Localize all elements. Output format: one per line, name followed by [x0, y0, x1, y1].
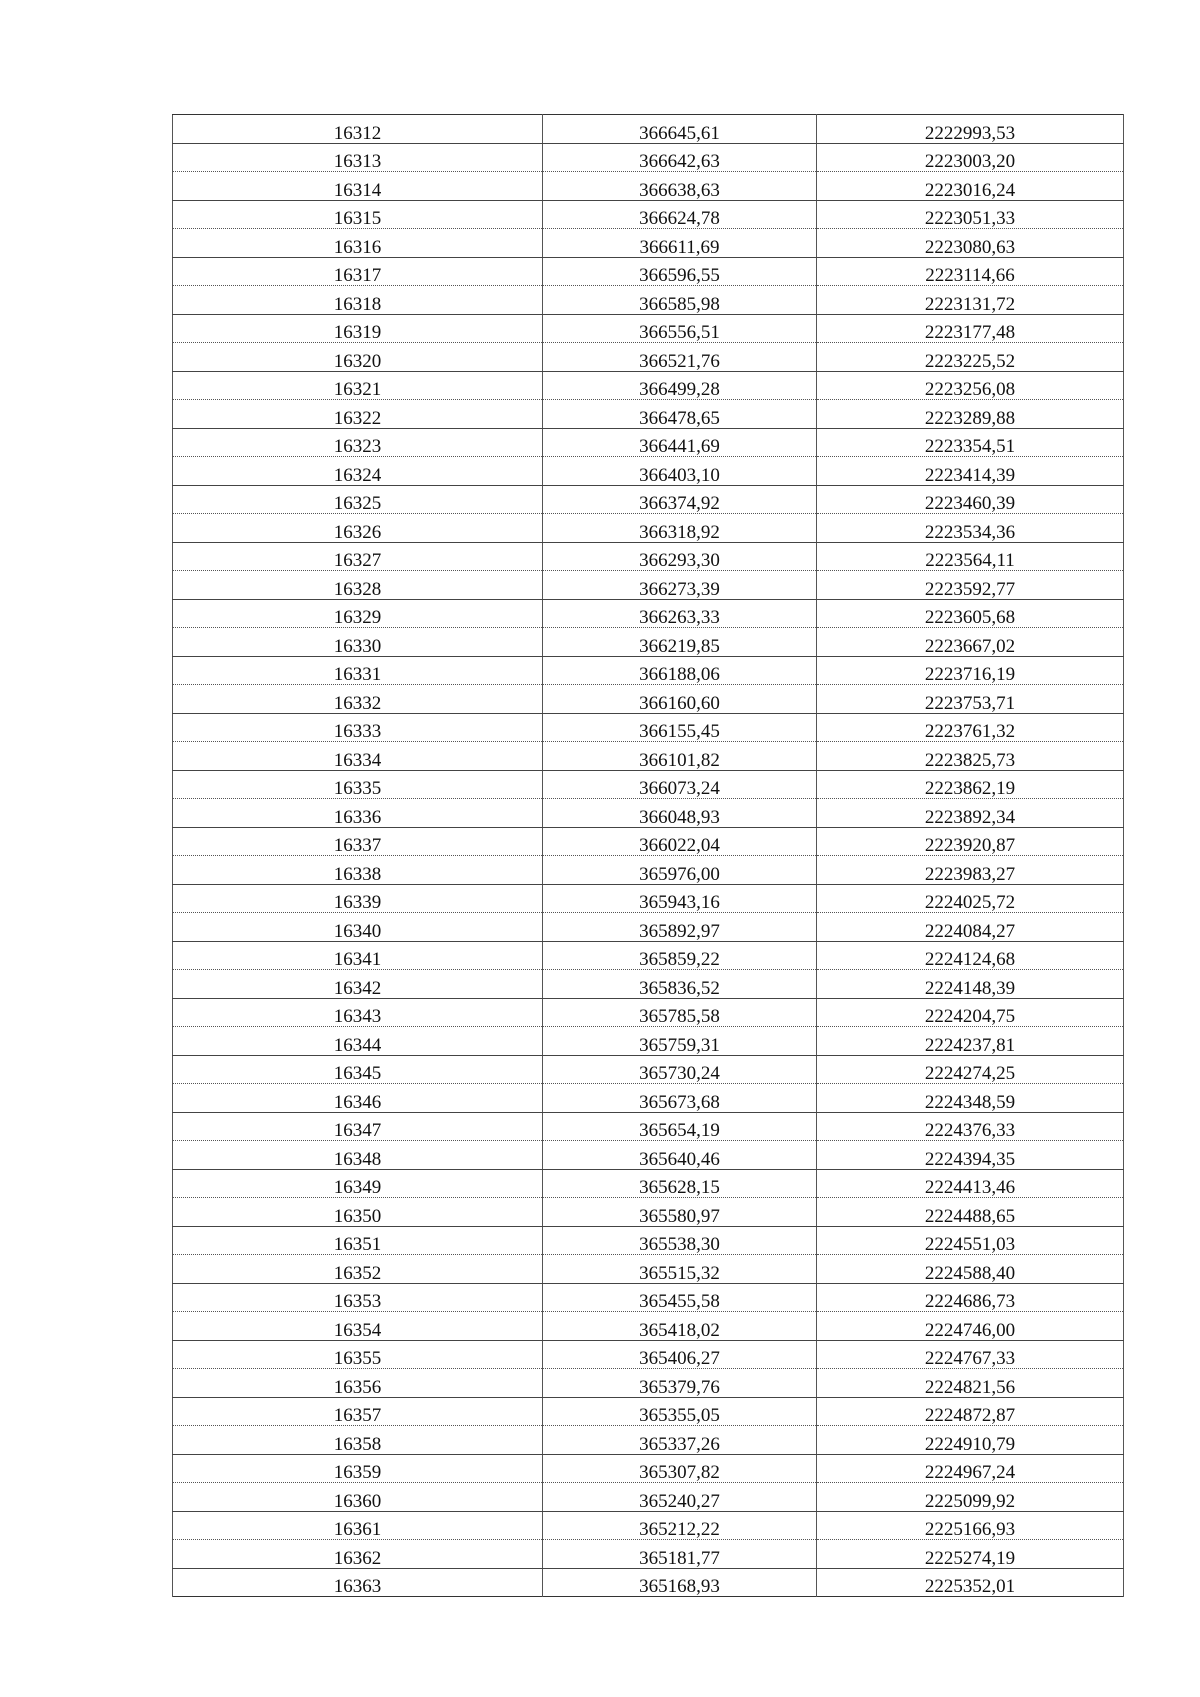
x-coordinate-cell: 365418,02 — [543, 1312, 817, 1341]
table-row — [173, 200, 1124, 229]
table-row — [173, 1312, 1124, 1341]
y-coordinate-cell: 2224204,75 — [817, 998, 1124, 1027]
point-number-cell: 16357 — [173, 1397, 543, 1426]
y-coordinate-cell: 2223983,27 — [817, 856, 1124, 885]
point-number-cell: 16340 — [173, 913, 543, 942]
table-row — [173, 1055, 1124, 1084]
x-coordinate-cell: 366585,98 — [543, 286, 817, 315]
x-coordinate-cell: 365628,15 — [543, 1169, 817, 1198]
y-coordinate-cell: 2223892,34 — [817, 799, 1124, 828]
point-number-cell: 16350 — [173, 1198, 543, 1227]
table-row — [173, 428, 1124, 457]
point-number-cell: 16322 — [173, 400, 543, 429]
y-coordinate-cell: 2224767,33 — [817, 1340, 1124, 1369]
table-row — [173, 457, 1124, 486]
point-number-cell: 16330 — [173, 628, 543, 657]
point-number-cell: 16319 — [173, 314, 543, 343]
point-number-cell: 16355 — [173, 1340, 543, 1369]
x-coordinate-cell: 366022,04 — [543, 827, 817, 856]
table-row — [173, 1169, 1124, 1198]
x-coordinate-cell: 365379,76 — [543, 1369, 817, 1398]
y-coordinate-cell: 2225099,92 — [817, 1483, 1124, 1512]
y-coordinate-cell: 2223177,48 — [817, 314, 1124, 343]
table-row — [173, 1255, 1124, 1284]
point-number-cell: 16317 — [173, 257, 543, 286]
table-row — [173, 314, 1124, 343]
y-coordinate-cell: 2224376,33 — [817, 1112, 1124, 1141]
x-coordinate-cell: 366293,30 — [543, 542, 817, 571]
x-coordinate-cell: 365240,27 — [543, 1483, 817, 1512]
point-number-cell: 16321 — [173, 371, 543, 400]
table-row — [173, 1369, 1124, 1398]
y-coordinate-cell: 2223354,51 — [817, 428, 1124, 457]
point-number-cell: 16325 — [173, 485, 543, 514]
y-coordinate-cell: 2224746,00 — [817, 1312, 1124, 1341]
point-number-cell: 16361 — [173, 1511, 543, 1540]
table-row — [173, 257, 1124, 286]
x-coordinate-cell: 365168,93 — [543, 1568, 817, 1597]
y-coordinate-cell: 2224872,87 — [817, 1397, 1124, 1426]
x-coordinate-cell: 365212,22 — [543, 1511, 817, 1540]
table-row — [173, 685, 1124, 714]
point-number-cell: 16328 — [173, 571, 543, 600]
y-coordinate-cell: 2223753,71 — [817, 685, 1124, 714]
x-coordinate-cell: 366155,45 — [543, 713, 817, 742]
y-coordinate-cell: 2223605,68 — [817, 599, 1124, 628]
point-number-cell: 16320 — [173, 343, 543, 372]
point-number-cell: 16362 — [173, 1540, 543, 1569]
y-coordinate-cell: 2223051,33 — [817, 200, 1124, 229]
table-row — [173, 856, 1124, 885]
x-coordinate-cell: 366642,63 — [543, 143, 817, 172]
table-row — [173, 827, 1124, 856]
y-coordinate-cell: 2224124,68 — [817, 941, 1124, 970]
x-coordinate-cell: 365836,52 — [543, 970, 817, 999]
y-coordinate-cell: 2224394,35 — [817, 1141, 1124, 1170]
point-number-cell: 16346 — [173, 1084, 543, 1113]
point-number-cell: 16316 — [173, 229, 543, 258]
y-coordinate-cell: 2224084,27 — [817, 913, 1124, 942]
point-number-cell: 16348 — [173, 1141, 543, 1170]
point-number-cell: 16336 — [173, 799, 543, 828]
x-coordinate-cell: 365406,27 — [543, 1340, 817, 1369]
point-number-cell: 16337 — [173, 827, 543, 856]
y-coordinate-cell: 2223256,08 — [817, 371, 1124, 400]
y-coordinate-cell: 2223920,87 — [817, 827, 1124, 856]
y-coordinate-cell: 2223716,19 — [817, 656, 1124, 685]
point-number-cell: 16352 — [173, 1255, 543, 1284]
x-coordinate-cell: 365337,26 — [543, 1426, 817, 1455]
table-row — [173, 1540, 1124, 1569]
point-number-cell: 16323 — [173, 428, 543, 457]
table-row — [173, 1568, 1124, 1597]
point-number-cell: 16360 — [173, 1483, 543, 1512]
table-row — [173, 599, 1124, 628]
table-row — [173, 1226, 1124, 1255]
table-row — [173, 941, 1124, 970]
x-coordinate-cell: 366403,10 — [543, 457, 817, 486]
x-coordinate-cell: 365455,58 — [543, 1283, 817, 1312]
x-coordinate-cell: 366556,51 — [543, 314, 817, 343]
y-coordinate-cell: 2225274,19 — [817, 1540, 1124, 1569]
y-coordinate-cell: 2223564,11 — [817, 542, 1124, 571]
y-coordinate-cell: 2224488,65 — [817, 1198, 1124, 1227]
y-coordinate-cell: 2225166,93 — [817, 1511, 1124, 1540]
x-coordinate-cell: 365785,58 — [543, 998, 817, 1027]
table-row — [173, 343, 1124, 372]
point-number-cell: 16342 — [173, 970, 543, 999]
table-row — [173, 1283, 1124, 1312]
x-coordinate-cell: 366273,39 — [543, 571, 817, 600]
y-coordinate-cell: 2223414,39 — [817, 457, 1124, 486]
y-coordinate-cell: 2223131,72 — [817, 286, 1124, 315]
y-coordinate-cell: 2223592,77 — [817, 571, 1124, 600]
x-coordinate-cell: 366478,65 — [543, 400, 817, 429]
table-row — [173, 1141, 1124, 1170]
x-coordinate-cell: 366611,69 — [543, 229, 817, 258]
y-coordinate-cell: 2223862,19 — [817, 770, 1124, 799]
table-row — [173, 571, 1124, 600]
y-coordinate-cell: 2223460,39 — [817, 485, 1124, 514]
table-row — [173, 628, 1124, 657]
x-coordinate-cell: 365538,30 — [543, 1226, 817, 1255]
table-row — [173, 1027, 1124, 1056]
y-coordinate-cell: 2223825,73 — [817, 742, 1124, 771]
y-coordinate-cell: 2224551,03 — [817, 1226, 1124, 1255]
y-coordinate-cell: 2224967,24 — [817, 1454, 1124, 1483]
point-number-cell: 16324 — [173, 457, 543, 486]
table-row — [173, 884, 1124, 913]
table-row — [173, 1483, 1124, 1512]
point-number-cell: 16334 — [173, 742, 543, 771]
y-coordinate-cell: 2224910,79 — [817, 1426, 1124, 1455]
table-row — [173, 143, 1124, 172]
table-row — [173, 998, 1124, 1027]
point-number-cell: 16344 — [173, 1027, 543, 1056]
point-number-cell: 16358 — [173, 1426, 543, 1455]
y-coordinate-cell: 2225352,01 — [817, 1568, 1124, 1597]
point-number-cell: 16314 — [173, 172, 543, 201]
point-number-cell: 16345 — [173, 1055, 543, 1084]
y-coordinate-cell: 2223761,32 — [817, 713, 1124, 742]
y-coordinate-cell: 2223080,63 — [817, 229, 1124, 258]
table-row — [173, 172, 1124, 201]
x-coordinate-cell: 366263,33 — [543, 599, 817, 628]
point-number-cell: 16338 — [173, 856, 543, 885]
point-number-cell: 16341 — [173, 941, 543, 970]
table-row — [173, 1112, 1124, 1141]
y-coordinate-cell: 2223289,88 — [817, 400, 1124, 429]
y-coordinate-cell: 2223534,36 — [817, 514, 1124, 543]
y-coordinate-cell: 2224686,73 — [817, 1283, 1124, 1312]
table-row — [173, 485, 1124, 514]
x-coordinate-cell: 366638,63 — [543, 172, 817, 201]
x-coordinate-cell: 365730,24 — [543, 1055, 817, 1084]
table-row — [173, 970, 1124, 999]
x-coordinate-cell: 366219,85 — [543, 628, 817, 657]
coordinates-table-body — [173, 115, 1124, 1597]
x-coordinate-cell: 365654,19 — [543, 1112, 817, 1141]
x-coordinate-cell: 365355,05 — [543, 1397, 817, 1426]
point-number-cell: 16331 — [173, 656, 543, 685]
table-row — [173, 713, 1124, 742]
x-coordinate-cell: 365181,77 — [543, 1540, 817, 1569]
point-number-cell: 16335 — [173, 770, 543, 799]
y-coordinate-cell: 2224148,39 — [817, 970, 1124, 999]
point-number-cell: 16343 — [173, 998, 543, 1027]
x-coordinate-cell: 366160,60 — [543, 685, 817, 714]
point-number-cell: 16313 — [173, 143, 543, 172]
table-row — [173, 1397, 1124, 1426]
y-coordinate-cell: 2224025,72 — [817, 884, 1124, 913]
point-number-cell: 16329 — [173, 599, 543, 628]
point-number-cell: 16351 — [173, 1226, 543, 1255]
table-row — [173, 742, 1124, 771]
x-coordinate-cell: 365640,46 — [543, 1141, 817, 1170]
y-coordinate-cell: 2224588,40 — [817, 1255, 1124, 1284]
x-coordinate-cell: 365859,22 — [543, 941, 817, 970]
point-number-cell: 16315 — [173, 200, 543, 229]
y-coordinate-cell: 2224274,25 — [817, 1055, 1124, 1084]
table-row — [173, 542, 1124, 571]
table-row — [173, 229, 1124, 258]
point-number-cell: 16347 — [173, 1112, 543, 1141]
point-number-cell: 16354 — [173, 1312, 543, 1341]
x-coordinate-cell: 365673,68 — [543, 1084, 817, 1113]
x-coordinate-cell: 365943,16 — [543, 884, 817, 913]
y-coordinate-cell: 2223114,66 — [817, 257, 1124, 286]
table-row — [173, 913, 1124, 942]
table-row — [173, 799, 1124, 828]
point-number-cell: 16333 — [173, 713, 543, 742]
point-number-cell: 16359 — [173, 1454, 543, 1483]
table-row — [173, 371, 1124, 400]
point-number-cell: 16327 — [173, 542, 543, 571]
coordinates-table — [172, 114, 1124, 1597]
x-coordinate-cell: 365580,97 — [543, 1198, 817, 1227]
table-row — [173, 1340, 1124, 1369]
y-coordinate-cell: 2224348,59 — [817, 1084, 1124, 1113]
y-coordinate-cell: 2222993,53 — [817, 115, 1124, 144]
point-number-cell: 16326 — [173, 514, 543, 543]
point-number-cell: 16332 — [173, 685, 543, 714]
point-number-cell: 16339 — [173, 884, 543, 913]
y-coordinate-cell: 2223225,52 — [817, 343, 1124, 372]
table-row — [173, 656, 1124, 685]
x-coordinate-cell: 366645,61 — [543, 115, 817, 144]
x-coordinate-cell: 366048,93 — [543, 799, 817, 828]
table-row — [173, 115, 1124, 144]
point-number-cell: 16318 — [173, 286, 543, 315]
table-row — [173, 286, 1124, 315]
table-row — [173, 1426, 1124, 1455]
y-coordinate-cell: 2224821,56 — [817, 1369, 1124, 1398]
x-coordinate-cell: 366374,92 — [543, 485, 817, 514]
table-row — [173, 770, 1124, 799]
x-coordinate-cell: 365976,00 — [543, 856, 817, 885]
point-number-cell: 16312 — [173, 115, 543, 144]
point-number-cell: 16363 — [173, 1568, 543, 1597]
x-coordinate-cell: 366073,24 — [543, 770, 817, 799]
table-row — [173, 1198, 1124, 1227]
y-coordinate-cell: 2223016,24 — [817, 172, 1124, 201]
x-coordinate-cell: 366596,55 — [543, 257, 817, 286]
x-coordinate-cell: 365759,31 — [543, 1027, 817, 1056]
table-row — [173, 1084, 1124, 1113]
x-coordinate-cell: 366318,92 — [543, 514, 817, 543]
y-coordinate-cell: 2223667,02 — [817, 628, 1124, 657]
x-coordinate-cell: 366188,06 — [543, 656, 817, 685]
y-coordinate-cell: 2224413,46 — [817, 1169, 1124, 1198]
y-coordinate-cell: 2223003,20 — [817, 143, 1124, 172]
table-row — [173, 1454, 1124, 1483]
table-row — [173, 514, 1124, 543]
x-coordinate-cell: 366101,82 — [543, 742, 817, 771]
x-coordinate-cell: 365515,32 — [543, 1255, 817, 1284]
x-coordinate-cell: 366441,69 — [543, 428, 817, 457]
point-number-cell: 16349 — [173, 1169, 543, 1198]
table-row — [173, 400, 1124, 429]
x-coordinate-cell: 366624,78 — [543, 200, 817, 229]
x-coordinate-cell: 366521,76 — [543, 343, 817, 372]
x-coordinate-cell: 365307,82 — [543, 1454, 817, 1483]
point-number-cell: 16356 — [173, 1369, 543, 1398]
x-coordinate-cell: 365892,97 — [543, 913, 817, 942]
table-row — [173, 1511, 1124, 1540]
x-coordinate-cell: 366499,28 — [543, 371, 817, 400]
y-coordinate-cell: 2224237,81 — [817, 1027, 1124, 1056]
point-number-cell: 16353 — [173, 1283, 543, 1312]
